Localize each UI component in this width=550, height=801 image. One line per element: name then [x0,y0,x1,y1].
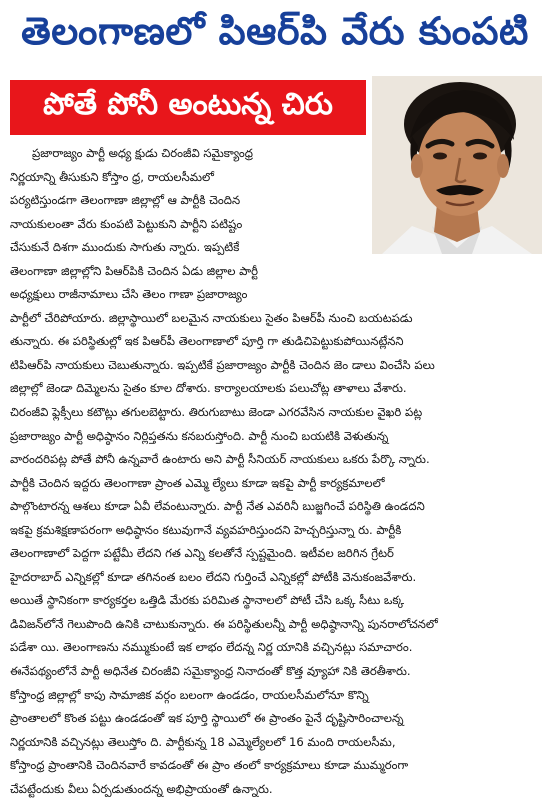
article-line: నిర్ణయాన్ని తీసుకుని కోస్తాం ధ్ర, రాయలసీమలో [10,169,214,184]
article-line: పర్యటిస్తుండగా తెలంగాణా జిల్లాల్లో ఆ పార్టీకి చెందిన [10,193,241,208]
article-line: టిపిఆర్‌పి నాయకులు చెబుతున్నారు. ఇప్పటికే ప్రజారాజ్యం పార్టీకి చెందిన జెం డాలు వించేసి పలు [10,357,435,372]
article-line: పార్టీకి చెందిన ఇద్దరు తెలంగాణా ప్రాంత ఎమ్మె ల్యేలు కూడా ఇకపై పార్టీ కార్యక్రమాలలో [10,475,385,490]
article-line: కోస్తాంధ్ర ప్రాంతానికి చెందినవారే కావడంతో ఈ ప్రాం తంలో కార్యక్రమాలు కూడా ముమ్మరంగా [10,758,409,773]
article-line: తెలంగాణా జిల్లాల్లోని పిఆర్‌పికి చెందిన ఏడు జిల్లాల పార్టీ [10,263,258,278]
article-line: నిర్ణయానికి వచ్చినట్లు తెలుస్తోం ది. పార్టీకున్న 18 ఎమ్మెల్యేలలో 16 మంది రాయలసీమ, [10,734,396,749]
article-line: ఈనేపథ్యంలోనే పార్టీ అధినేత చిరంజీవి సమైక్యాంధ్ర నినాదంతో కొత్త వ్యూహా నికి తెరతీశారు. [10,664,411,679]
subheadline-banner [10,80,366,135]
article-line: చిరంజీవి ఫ్లెక్సీలు కటౌట్లు తగులబెట్టారు. తిరుగుబాటు జెండా ఎగరవేసిన నాయకుల వైఖరి పట్ల [10,405,423,420]
subheadline-text: పోతే పోనీ అంటున్న చిరు [43,86,333,122]
article-line: అయితే స్థానికంగా కార్యకర్తల ఒత్తిడి మేరకు పరిమిత స్థానాలలో పోటీ చేసి ఒక్క సీటు ఒక్క [10,593,405,608]
article-line: హైదరాబాద్ ఎన్నికల్లో కూడా తగినంత బలం లేదని గుర్తించే ఎన్నికల్లో పోటీకి వెనుకంజవేశారు. [10,569,417,584]
article-body [10,142,540,801]
article-line: చేసుకునే దిశగా ముందుకు సాగుతు న్నారు. ఇప్పటికే [10,240,240,255]
article-line: జిల్లాల్లో జెండా దిమ్మెలను సైతం కూల దోశారు. కార్యాలయాలకు పలుచోట్ల తాళాలు వేశారు. [10,381,407,396]
article-line: చేపట్టేందుకు వీలు ఏర్పడుతుందన్న అభిప్రాయంతో ఉన్నారు. [10,781,273,796]
article-line: పార్టీలో చేరిపోయారు. జిల్లాస్థాయిలో బలమైన నాయకులు సైతం పిఆర్‌పీ నుంచి బయటపడు [10,310,413,325]
article-line: డివిజన్‌లోనే గెలుపొంది ఉనికి చాటుకున్నారు. ఈ పరిస్థితులన్నీ పార్టీ అధిష్ఠానాన్ని పునరాలోచనలో [10,616,438,631]
article-line: తెలంగాణాలో పెద్దగా పట్టేమీ లేదని గత ఎన్ని కలతోనే స్పష్టమైంది. ఇటీవల జరిగిన గ్రేటర్ [10,546,394,561]
article-line: పడేశా యి. తెలంగాణను నమ్ముకుంటే ఇక లాభం లేదన్న నిర్ణ యానికి వచ్చినట్లు సమాచారం. [10,640,413,655]
article-line: ప్రజారాజ్యం పార్టీ అధ్య క్షుడు చిరంజీవి సమైక్యాంధ్ర [32,146,253,160]
article-line: కోస్తాంధ్ర జిల్లాల్లో కాపు సామాజిక వర్గం బలంగా ఉండడం, రాయలసీమలోనూ కొన్ని [10,687,369,702]
article-line: తున్నారు. ఈ పరిస్థితుల్లో ఇక పిఆర్‌పీ తెలంగాణాలో పూర్తి గా తుడిచిపెట్టుకుపోయినట్లేనని [10,334,404,349]
article-line: ప్రజారాజ్యం పార్టీ అధిష్ఠానం నిర్లిప్తతను కనబరుస్తోంది. పార్టీ నుంచి బయటికి వెళుతున్న [10,428,389,443]
article-line: ఇకపై క్రమశిక్షణాపరంగా అధిష్ఠానం కటువుగానే వ్యవహరిస్తుందని హెచ్చరిస్తున్నా రు. పార్టీకి [10,522,402,537]
article-line: వారందరిపట్ల పోతే పోనీ ఉన్నవారే ఉంటారు అని పార్టీ సీనియర్ నాయకులు ఒకరు పేర్కొ న్నారు. [10,452,430,467]
article-line: నాయకులంతా వేరు కుంపటి పెట్టుకుని పార్టీని పటిష్టం [10,216,243,231]
article-line: అధ్యక్షులు రాజీనామాలు చేసి తెలం గాణా ప్రజారాజ్యం [10,287,248,302]
headline: తెలంగాణలో పిఆర్‌పి వేరు కుంపటి [21,9,529,53]
article-line: పాల్గొంటారన్న ఆశలు కూడా ఏవీ లేవంటున్నారు. పార్టీ నేత ఎవరినీ బుజ్జగించే పరిస్థితి ఉండదని [10,499,425,514]
article-line: ప్రాంతాలలో కొంత పట్టు ఉండడంతో ఇక పూర్తి స్థాయిలో ఈ ప్రాంతం పైనే దృష్టిసారించాలన్న [10,711,404,726]
